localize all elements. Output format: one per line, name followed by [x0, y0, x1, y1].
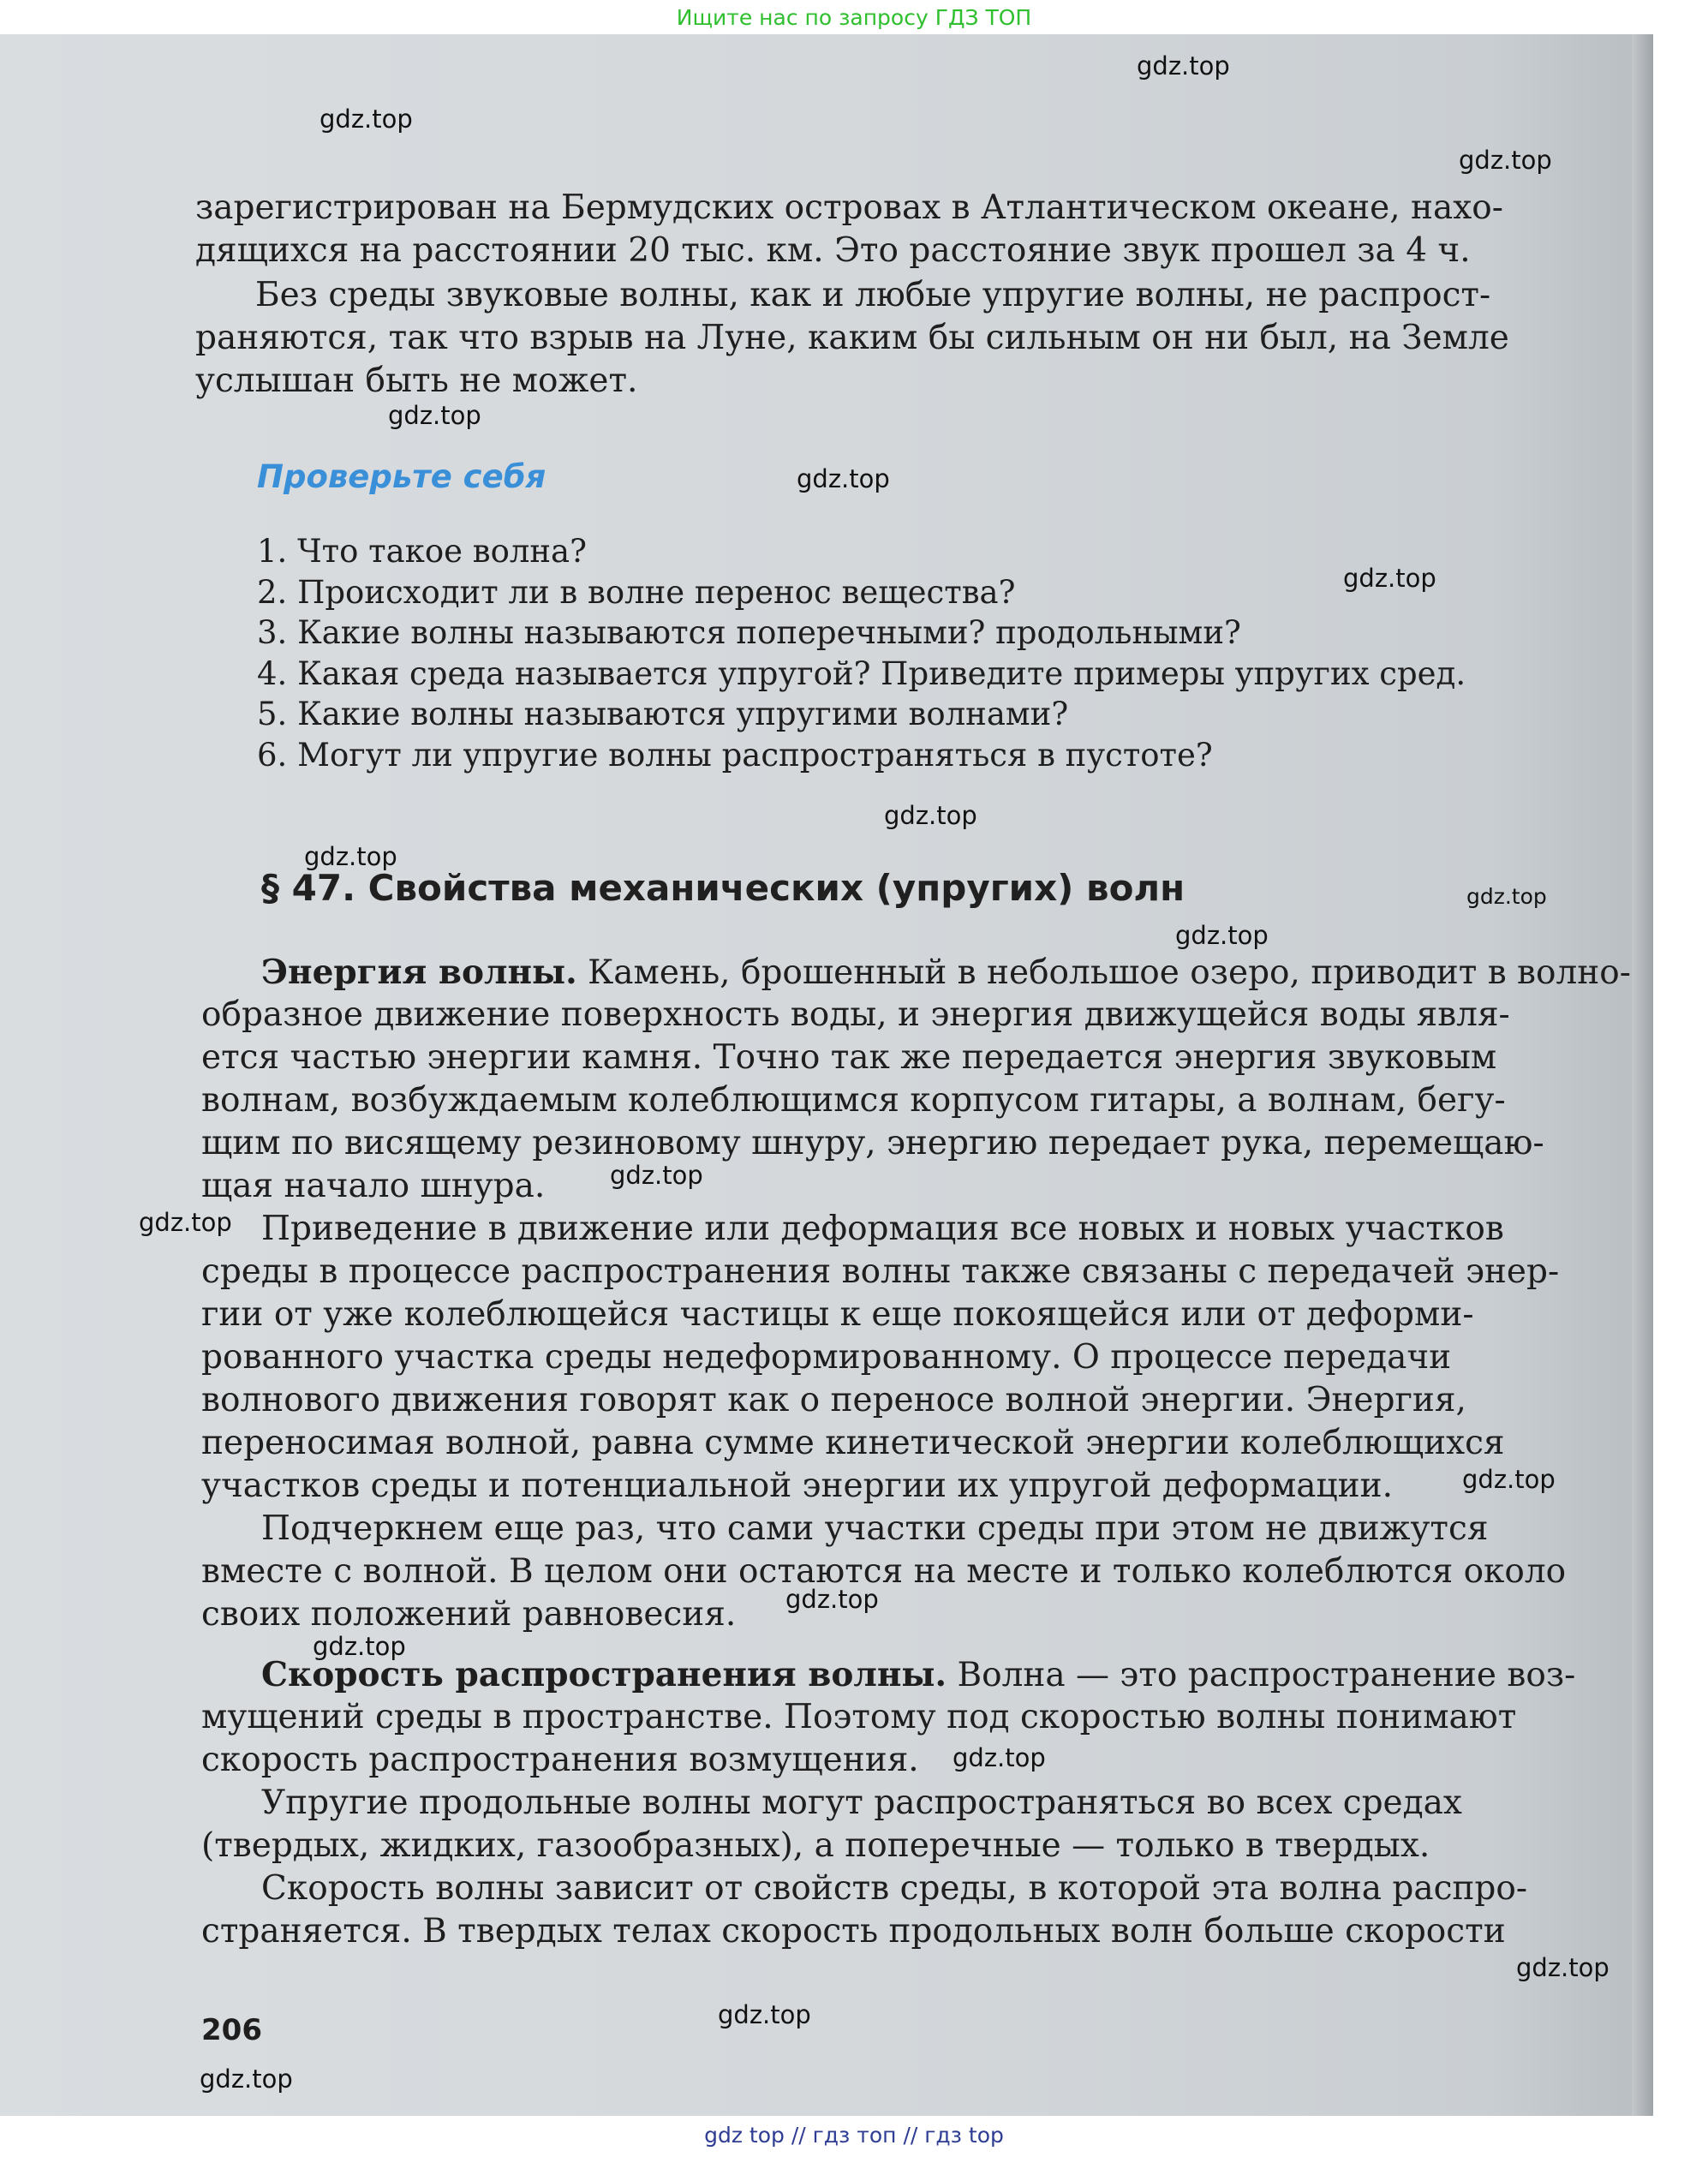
body-line: щая начало шнура.: [201, 1167, 546, 1205]
question-item: 2. Происходит ли в волне перенос вещества?: [257, 573, 1016, 611]
check-yourself-heading: Проверьте себя: [257, 458, 546, 495]
watermark: gdz.top: [388, 401, 481, 430]
body-line: щим по висящему резиновому шнуру, энергию передает рука, перемещаю-: [201, 1124, 1544, 1162]
body-text: Камень, брошенный в небольшое озеро, приводит в волно-: [576, 953, 1631, 992]
watermark: gdz.top: [1459, 146, 1552, 175]
intro-line: раняются, так что взрыв на Луне, каким бы сильным он ни был, на Земле: [195, 319, 1509, 357]
watermark: gdz.top: [1466, 884, 1547, 909]
body-line: ется частью энергии камня. Точно так же передается энергия звуковым: [201, 1038, 1497, 1077]
question-item: 6. Могут ли упругие волны распространяться в пустоте?: [257, 736, 1213, 774]
intro-line: Без среды звуковые волны, как и любые упругие волны, не распрост-: [255, 276, 1491, 314]
body-line: волнам, возбуждаемым колеблющимся корпусом гитары, а волнам, бегу-: [201, 1081, 1506, 1120]
body-line: участков среды и потенциальной энергии их упругой деформации.: [201, 1467, 1394, 1505]
body-line: Приведение в движение или деформация все новых и новых участков: [261, 1210, 1504, 1248]
question-item: 4. Какая среда называется упругой? Приведите примеры упругих сред.: [257, 654, 1466, 692]
intro-line: дящихся на расстоянии 20 тыс. км. Это расстояние звук прошел за 4 ч.: [195, 231, 1471, 270]
watermark: gdz.top: [797, 464, 890, 493]
review-questions: [257, 531, 1466, 775]
intro-line: зарегистрирован на Бермудских островах в Атлантическом океане, нахо-: [195, 188, 1503, 227]
section-title: § 47. Свойства механических (упругих) волн: [261, 867, 1185, 909]
watermark: gdz.top: [610, 1161, 703, 1190]
watermark: gdz.top: [718, 2000, 811, 2029]
watermark: gdz.top: [1462, 1465, 1556, 1494]
bottom-banner[interactable]: gdz top // гдз топ // гдз top: [704, 2123, 1004, 2148]
watermark: gdz.top: [304, 842, 397, 871]
watermark: gdz.top: [200, 2064, 293, 2094]
question-item: 3. Какие волны называются поперечными? продольными?: [257, 614, 1241, 651]
term-speed: Скорость распространения волны.: [261, 1655, 947, 1694]
term-energy: Энергия волны.: [261, 953, 577, 992]
body-line: гии от уже колеблющейся частицы к еще покоящейся или от деформи-: [201, 1295, 1474, 1334]
body-line: страняется. В твердых телах скорость продольных волн больше скорости: [201, 1912, 1506, 1951]
body-line: [261, 1653, 1575, 1697]
top-banner[interactable]: Ищите нас по запросу ГДЗ ТОП: [676, 5, 1032, 30]
watermark: gdz.top: [313, 1632, 406, 1661]
body-line: Скорость волны зависит от свойств среды, в которой эта волна распро-: [261, 1869, 1528, 1908]
watermark: gdz.top: [785, 1585, 879, 1614]
question-item: 5. Какие волны называются упругими волнами?: [257, 696, 1069, 732]
watermark: gdz.top: [139, 1208, 232, 1237]
question-item: 1. Что такое волна?: [257, 533, 587, 570]
watermark: gdz.top: [1516, 1953, 1609, 1982]
body-line: скорость распространения возмущения.: [201, 1741, 919, 1779]
body-line: Упругие продольные волны могут распространяться во всех средах: [261, 1784, 1462, 1822]
body-line: (твердых, жидких, газообразных), а поперечные — только в твердых.: [201, 1826, 1430, 1865]
body-line: Подчеркнем еще раз, что сами участки среды при этом не движутся: [261, 1509, 1489, 1548]
body-line: среды в процессе распространения волны также связаны с передачей энер-: [201, 1252, 1560, 1291]
body-line: образное движение поверхность воды, и энергия движущейся воды явля-: [201, 995, 1510, 1034]
body-line: рованного участка среды недеформированному. О процессе передачи: [201, 1338, 1452, 1377]
page-edge-shadow: [1632, 34, 1653, 2116]
body-text: Волна — это распространение воз-: [947, 1656, 1576, 1694]
intro-line: услышан быть не может.: [195, 361, 638, 400]
body-line: вместе с волной. В целом они остаются на месте и только колеблются около: [201, 1552, 1567, 1591]
body-line: мущений среды в пространстве. Поэтому под скоростью волны понимают: [201, 1698, 1517, 1736]
watermark: gdz.top: [884, 801, 977, 830]
watermark: gdz.top: [1137, 51, 1230, 81]
watermark: gdz.top: [320, 105, 413, 134]
body-line: волнового движения говорят как о переносе волной энергии. Энергия,: [201, 1381, 1466, 1419]
body-line: [261, 951, 1631, 995]
body-line: своих положений равновесия.: [201, 1595, 737, 1634]
body-line: переносимая волной, равна сумме кинетической энергии колеблющихся: [201, 1424, 1505, 1462]
page-number: 206: [201, 2013, 262, 2047]
watermark: gdz.top: [953, 1743, 1046, 1772]
watermark: gdz.top: [1175, 921, 1269, 950]
watermark: gdz.top: [1343, 564, 1436, 593]
